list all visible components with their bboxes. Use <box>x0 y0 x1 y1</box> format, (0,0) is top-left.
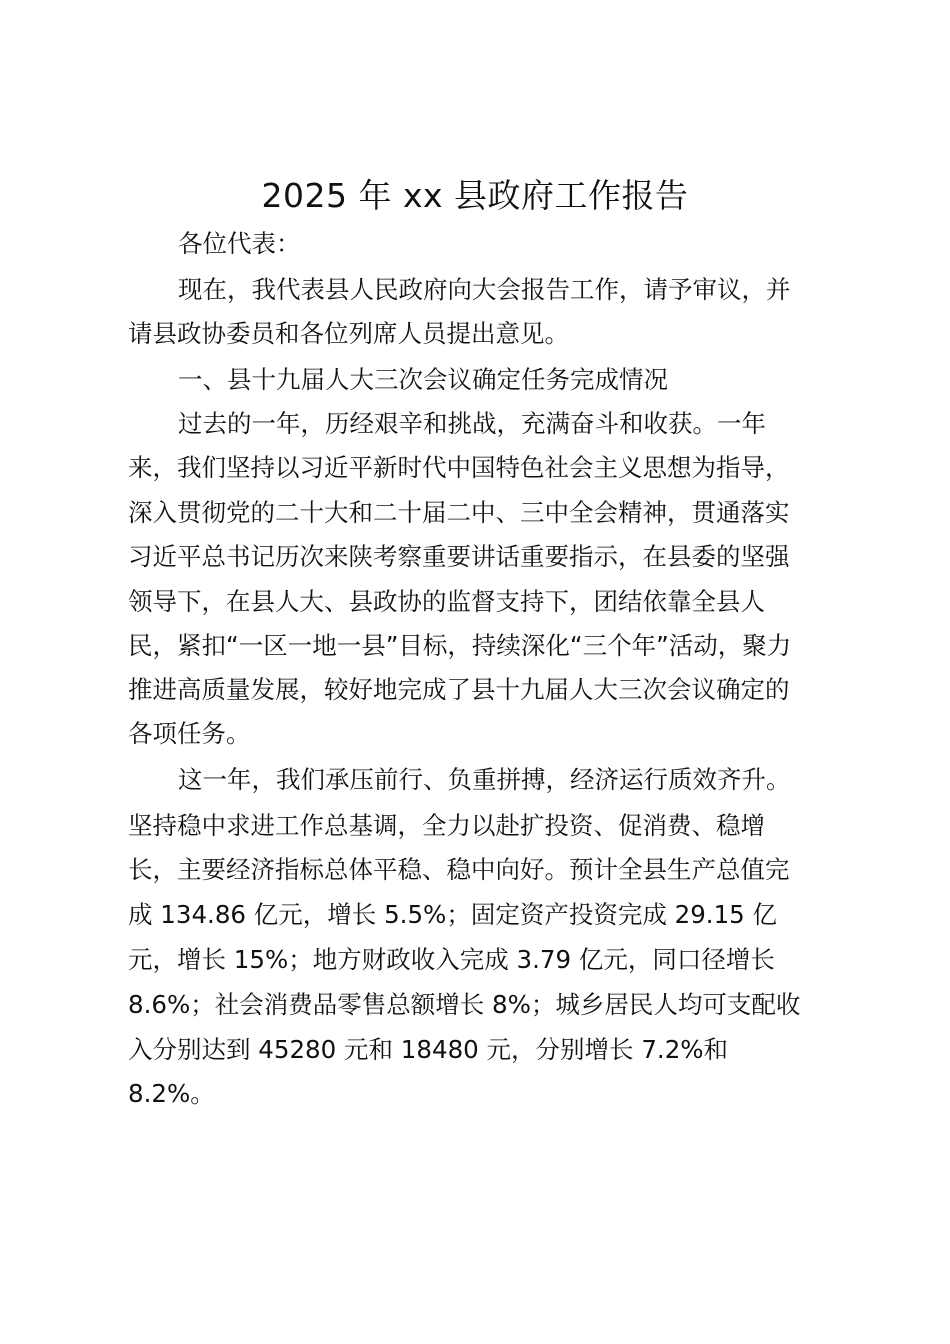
paragraph-line: 过去的一年，历经艰辛和挑战，充满奋斗和收获。一年 <box>178 409 766 438</box>
paragraph-line: 推进高质量发展，较好地完成了县十九届人大三次会议确定的 <box>128 675 790 704</box>
paragraph-line: 深入贯彻党的二十大和二十届二中、三中全会精神，贯通落实 <box>128 498 790 527</box>
paragraph-line: 领导下，在县人大、县政协的监督支持下，团结依靠全县人 <box>128 587 765 616</box>
document-title: 2025 年 xx 县政府工作报告 <box>261 176 689 215</box>
paragraph-line: 来，我们坚持以习近平新时代中国特色社会主义思想为指导， <box>128 453 790 482</box>
paragraph-line: 各项任务。 <box>128 719 251 748</box>
paragraph-line: 这一年，我们承压前行、负重拼搏，经济运行质效齐升。 <box>178 765 791 794</box>
section-heading: 一、县十九届人大三次会议确定任务完成情况 <box>178 365 668 394</box>
paragraph-line: 请县政协委员和各位列席人员提出意见。 <box>128 319 569 348</box>
salutation: 各位代表： <box>178 229 301 258</box>
paragraph-line: 8.6%；社会消费品零售总额增长 8%；城乡居民人均可支配收 <box>128 990 801 1019</box>
paragraph-line: 长，主要经济指标总体平稳、稳中向好。预计全县生产总值完 <box>128 855 790 884</box>
paragraph-line: 现在，我代表县人民政府向大会报告工作，请予审议，并 <box>178 275 791 304</box>
paragraph-line: 入分别达到 45280 元和 18480 元，分别增长 7.2%和 <box>128 1035 729 1064</box>
paragraph-line: 民，紧扣“一区一地一县”目标，持续深化“三个年”活动，聚力 <box>128 631 792 660</box>
paragraph-line: 坚持稳中求进工作总基调，全力以赴扩投资、促消费、稳增 <box>128 811 765 840</box>
paragraph-line: 元，增长 15%；地方财政收入完成 3.79 亿元，同口径增长 <box>128 945 775 974</box>
paragraph-line: 8.2%。 <box>128 1079 215 1108</box>
paragraph-line: 习近平总书记历次来陕考察重要讲话重要指示，在县委的坚强 <box>128 542 790 571</box>
paragraph-line: 成 134.86 亿元，增长 5.5%；固定资产投资完成 29.15 亿 <box>128 900 778 929</box>
